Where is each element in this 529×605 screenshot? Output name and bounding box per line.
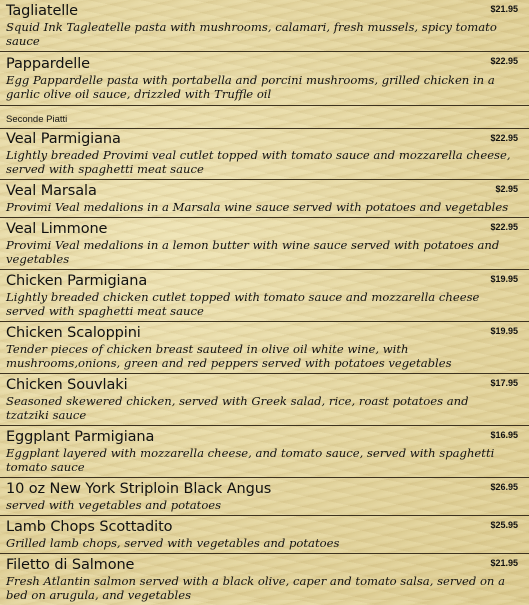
item-description: served with vegetables and potatoes bbox=[6, 498, 222, 512]
item-description: Fresh Atlantin salmon served with a black olive, caper and tomato salsa, served on a bed on arugula, and vegetables bbox=[6, 574, 506, 602]
item-description: Grilled lamb chops, served with vegetables and potatoes bbox=[6, 536, 340, 550]
menu-item-striploin bbox=[0, 478, 529, 516]
item-price: $25.95 bbox=[490, 520, 518, 530]
menu-item-tagliatelle bbox=[0, 0, 529, 52]
menu-item-lamb-chops bbox=[0, 516, 529, 554]
item-price: $21.95 bbox=[490, 4, 518, 14]
menu-item-chicken-scaloppini bbox=[0, 322, 529, 374]
item-description: Seasoned skewered chicken, served with Greek salad, rice, roast potatoes and tzatziki sauce bbox=[6, 394, 469, 422]
item-name: Veal Limmone bbox=[6, 221, 108, 237]
item-price: $26.95 bbox=[490, 482, 518, 492]
menu-item-eggplant-parmigiana bbox=[0, 426, 529, 478]
item-price: $16.95 bbox=[490, 430, 518, 440]
item-name: Veal Parmigiana bbox=[6, 131, 121, 147]
item-price: $22.95 bbox=[490, 133, 518, 143]
item-name: Tagliatelle bbox=[6, 3, 78, 19]
item-price: $21.95 bbox=[490, 558, 518, 568]
section-heading: Seconde Piatti bbox=[6, 114, 68, 125]
item-price: $22.95 bbox=[490, 56, 518, 66]
menu-item-veal-marsala bbox=[0, 180, 529, 218]
item-description: Provimi Veal medalions in a Marsala wine sauce served with potatoes and vegetables bbox=[6, 200, 509, 214]
item-price: $22.95 bbox=[490, 222, 518, 232]
item-name: Chicken Parmigiana bbox=[6, 273, 148, 289]
item-name: 10 oz New York Striploin Black Angus bbox=[6, 481, 272, 497]
item-name: Chicken Scaloppini bbox=[6, 325, 141, 341]
item-price: $17.95 bbox=[490, 378, 518, 388]
item-name: Lamb Chops Scottadito bbox=[6, 519, 173, 535]
item-price: $19.95 bbox=[490, 274, 518, 284]
item-name: Filetto di Salmone bbox=[6, 557, 135, 573]
menu-item-pappardelle bbox=[0, 52, 529, 106]
item-price: $19.95 bbox=[490, 326, 518, 336]
menu-item-chicken-parmigiana bbox=[0, 270, 529, 322]
item-name: Pappardelle bbox=[6, 56, 90, 72]
item-description: Eggplant layered with mozzarella cheese, and tomato sauce, served with spaghetti tomato sauce bbox=[6, 446, 495, 474]
item-name: Eggplant Parmigiana bbox=[6, 429, 155, 445]
item-description: Tender pieces of chicken breast sauteed in olive oil white wine, with mushrooms,onions, green and red peppers served with potatoes vegetables bbox=[6, 342, 452, 370]
menu-item-chicken-souvlaki bbox=[0, 374, 529, 426]
menu-item-veal-parmigiana bbox=[0, 128, 529, 180]
menu-item-filetto-di-salmone bbox=[0, 554, 529, 605]
item-name: Veal Marsala bbox=[6, 183, 97, 199]
item-description: Squid Ink Tagleatelle pasta with mushrooms, calamari, fresh mussels, spicy tomato sauce bbox=[6, 20, 497, 48]
item-description: Lightly breaded Provimi veal cutlet topped with tomato sauce and mozzarella cheese, served with spaghetti meat sauce bbox=[6, 148, 511, 176]
item-description: Provimi Veal medalions in a lemon butter with wine sauce served with potatoes and vegetables bbox=[6, 238, 500, 266]
item-description: Lightly breaded chicken cutlet topped with tomato sauce and mozzarella cheese served with spaghetti meat sauce bbox=[6, 290, 480, 318]
item-name: Chicken Souvlaki bbox=[6, 377, 128, 393]
menu-item-veal-limmone bbox=[0, 218, 529, 270]
item-price: $2.95 bbox=[495, 184, 518, 194]
item-description: Egg Pappardelle pasta with portabella and porcini mushrooms, grilled chicken in a garlic olive oil sauce, drizzled with Truffle oil bbox=[6, 73, 495, 101]
